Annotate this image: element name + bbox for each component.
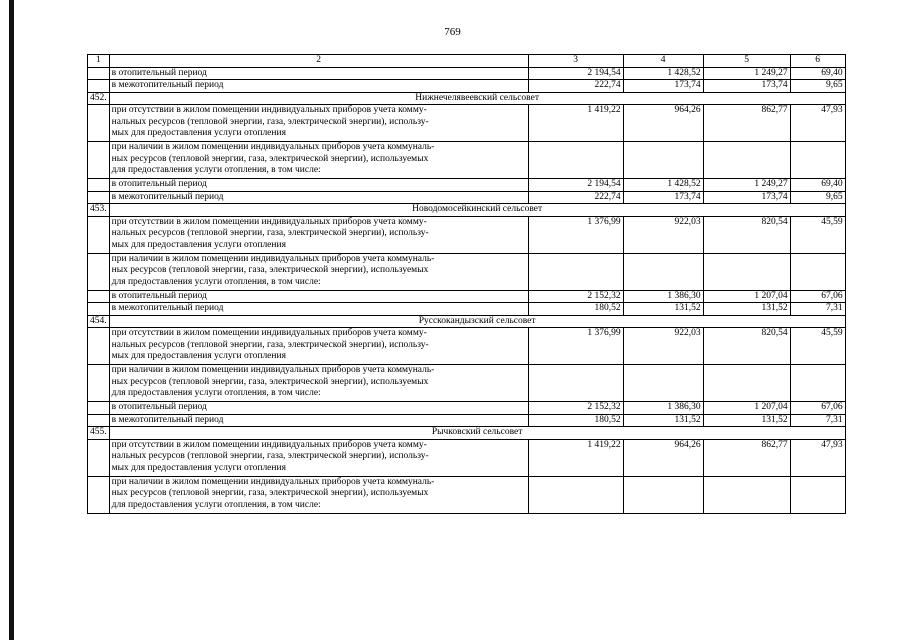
row-description (109, 402, 528, 415)
row-number-cell (88, 439, 110, 476)
description-line: при отсутствии в жилом помещении индивидуальных приборов учета комму- (111, 216, 427, 227)
table-row (88, 476, 846, 513)
description-line: при отсутствии в жилом помещении индивидуальных приборов учета комму- (111, 328, 427, 338)
value-col-3: 2 152,32 (528, 290, 623, 303)
value-col-4: 173,74 (623, 191, 703, 204)
value-col-5: 820,54 (703, 328, 790, 365)
description-line: ных ресурсов (тепловой энергии, газа, электрической энергии), используемых (111, 376, 429, 387)
value-col-6 (790, 142, 845, 179)
value-col-3 (528, 142, 623, 179)
table-row (88, 67, 846, 80)
value-col-6: 69,40 (790, 67, 845, 80)
value-col-3 (528, 365, 623, 402)
value-col-5 (703, 476, 790, 513)
value-col-6: 47,93 (790, 439, 845, 476)
description-line: при отсутствии в жилом помещении индивидуальных приборов учета комму- (111, 439, 427, 450)
description-line: в отопительный период (111, 179, 207, 189)
table-row (88, 253, 846, 290)
value-col-6: 9,65 (790, 80, 845, 93)
value-col-5 (703, 253, 790, 290)
value-col-6 (790, 476, 845, 513)
description-line: для предоставления услуги отопления, в том числе: (111, 388, 321, 398)
value-col-6 (790, 365, 845, 402)
region-title: Русскокандызский сельсовет (109, 315, 845, 328)
value-col-3: 180,52 (528, 414, 623, 427)
value-col-4: 964,26 (623, 105, 703, 142)
value-col-5: 131,52 (703, 303, 790, 316)
row-number-cell (88, 80, 110, 93)
value-col-3: 1 419,22 (528, 439, 623, 476)
row-description (109, 179, 528, 192)
value-col-6: 47,93 (790, 105, 845, 142)
value-col-3 (528, 253, 623, 290)
value-col-5: 1 249,27 (703, 67, 790, 80)
column-number-3: 3 (528, 55, 623, 68)
region-title: Новодомосейкинский сельсовет (109, 204, 845, 217)
row-description (109, 67, 528, 80)
description-line: мых для предоставления услуги отопления (111, 462, 286, 473)
value-col-6: 45,59 (790, 216, 845, 253)
value-col-4: 1 428,52 (623, 179, 703, 192)
value-col-5: 862,77 (703, 439, 790, 476)
value-col-5: 1 207,04 (703, 402, 790, 415)
table-row (88, 303, 846, 316)
value-col-6: 7,31 (790, 303, 845, 316)
table-row (88, 191, 846, 204)
value-col-5: 1 207,04 (703, 290, 790, 303)
region-row (88, 92, 846, 105)
value-col-6: 67,06 (790, 290, 845, 303)
value-col-4: 131,52 (623, 414, 703, 427)
row-description (109, 365, 528, 402)
row-description (109, 80, 528, 93)
value-col-4: 1 386,30 (623, 402, 703, 415)
value-col-4 (623, 253, 703, 290)
column-number-4: 4 (623, 55, 703, 68)
region-row (88, 204, 846, 217)
value-col-4: 922,03 (623, 328, 703, 365)
value-col-3: 1 419,22 (528, 105, 623, 142)
value-col-5: 173,74 (703, 191, 790, 204)
tariff-table (87, 54, 846, 514)
region-number: 454. (88, 315, 110, 328)
column-number-2: 2 (109, 55, 528, 68)
value-col-3: 2 152,32 (528, 402, 623, 415)
row-number-cell (88, 290, 110, 303)
description-line: мых для предоставления услуги отопления (111, 128, 286, 138)
row-number-cell (88, 365, 110, 402)
value-col-5: 1 249,27 (703, 179, 790, 192)
description-line: нальных ресурсов (тепловой энергии, газа, электрической энергии), использу- (111, 451, 429, 461)
row-description (109, 105, 528, 142)
row-description (109, 303, 528, 316)
value-col-5: 173,74 (703, 80, 790, 93)
region-row (88, 427, 846, 440)
table-row (88, 365, 846, 402)
value-col-3: 2 194,54 (528, 179, 623, 192)
row-description (109, 439, 528, 476)
row-description (109, 142, 528, 179)
column-number-5: 5 (703, 55, 790, 68)
value-col-6 (790, 253, 845, 290)
value-col-6: 9,65 (790, 191, 845, 204)
table-row (88, 216, 846, 253)
table-row (88, 328, 846, 365)
value-col-6: 67,06 (790, 402, 845, 415)
row-description (109, 253, 528, 290)
description-line: при наличии в жилом помещении индивидуальных приборов учета коммуналь- (111, 253, 435, 264)
column-number-1: 1 (88, 55, 110, 68)
value-col-3: 222,74 (528, 80, 623, 93)
value-col-5: 862,77 (703, 105, 790, 142)
description-line: в отопительный период (111, 67, 207, 78)
region-number: 455. (88, 427, 110, 440)
description-line: нальных ресурсов (тепловой энергии, газа, электрической энергии), использу- (111, 116, 429, 127)
row-number-cell (88, 216, 110, 253)
description-line: нальных ресурсов (тепловой энергии, газа, электрической энергии), использу- (111, 228, 429, 238)
column-number-6: 6 (790, 55, 845, 68)
value-col-5: 820,54 (703, 216, 790, 253)
value-col-4: 922,03 (623, 216, 703, 253)
row-number-cell (88, 328, 110, 365)
description-line: при наличии в жилом помещении индивидуальных приборов учета коммуналь- (111, 365, 435, 375)
value-col-3: 1 376,99 (528, 328, 623, 365)
value-col-6: 69,40 (790, 179, 845, 192)
page-number: 769 (444, 26, 461, 38)
row-number-cell (88, 414, 110, 427)
description-line: мых для предоставления услуги отопления (111, 351, 286, 361)
row-number-cell (88, 179, 110, 192)
description-line: ных ресурсов (тепловой энергии, газа, электрической энергии), используемых (111, 488, 429, 498)
region-number: 453. (88, 204, 110, 217)
region-title: Нижнечелявеевский сельсовет (109, 92, 845, 105)
value-col-4: 1 386,30 (623, 290, 703, 303)
row-number-cell (88, 191, 110, 204)
description-line: в отопительный период (111, 290, 207, 301)
description-line: в отопительный период (111, 402, 207, 412)
table-row (88, 105, 846, 142)
row-number-cell (88, 253, 110, 290)
table-body (88, 55, 846, 514)
row-number-cell (88, 142, 110, 179)
row-number-cell (88, 476, 110, 513)
value-col-4: 964,26 (623, 439, 703, 476)
value-col-3: 180,52 (528, 303, 623, 316)
value-col-4: 173,74 (623, 80, 703, 93)
row-description (109, 476, 528, 513)
description-line: при отсутствии в жилом помещении индивидуальных приборов учета комму- (111, 105, 427, 115)
column-number-row (88, 55, 846, 68)
value-col-3: 2 194,54 (528, 67, 623, 80)
value-col-4: 1 428,52 (623, 67, 703, 80)
description-line: ных ресурсов (тепловой энергии, газа, электрической энергии), используемых (111, 265, 429, 275)
description-line: мых для предоставления услуги отопления (111, 239, 286, 250)
description-line: при наличии в жилом помещении индивидуальных приборов учета коммуналь- (111, 142, 435, 152)
row-number-cell (88, 105, 110, 142)
description-line: для предоставления услуги отопления, в том числе: (111, 499, 321, 510)
description-line: при наличии в жилом помещении индивидуальных приборов учета коммуналь- (111, 476, 435, 487)
value-col-5 (703, 142, 790, 179)
table-row (88, 290, 846, 303)
description-line: для предоставления услуги отопления, в том числе: (111, 165, 321, 175)
value-col-5: 131,52 (703, 414, 790, 427)
value-col-6: 45,59 (790, 328, 845, 365)
description-line: в межотопительный период (111, 414, 224, 425)
value-col-4 (623, 476, 703, 513)
table-row (88, 142, 846, 179)
description-line: для предоставления услуги отопления, в том числе: (111, 276, 321, 287)
description-line: в межотопительный период (111, 303, 224, 313)
description-line: в межотопительный период (111, 191, 224, 202)
row-description (109, 216, 528, 253)
binding-edge-bar (9, 0, 14, 640)
value-col-4 (623, 365, 703, 402)
row-description (109, 191, 528, 204)
table-row (88, 80, 846, 93)
table-row (88, 439, 846, 476)
value-col-3 (528, 476, 623, 513)
row-number-cell (88, 402, 110, 415)
row-number-cell (88, 67, 110, 80)
description-line: ных ресурсов (тепловой энергии, газа, электрической энергии), используемых (111, 153, 429, 164)
value-col-5 (703, 365, 790, 402)
table-row (88, 414, 846, 427)
row-number-cell (88, 303, 110, 316)
description-line: нальных ресурсов (тепловой энергии, газа, электрической энергии), использу- (111, 339, 429, 350)
value-col-6: 7,31 (790, 414, 845, 427)
value-col-3: 1 376,99 (528, 216, 623, 253)
row-description (109, 414, 528, 427)
description-line: в межотопительный период (111, 80, 224, 90)
region-title: Рычковский сельсовет (109, 427, 845, 440)
row-description (109, 290, 528, 303)
table-row (88, 402, 846, 415)
value-col-3: 222,74 (528, 191, 623, 204)
value-col-4 (623, 142, 703, 179)
region-row (88, 315, 846, 328)
table-row (88, 179, 846, 192)
row-description (109, 328, 528, 365)
region-number: 452. (88, 92, 110, 105)
value-col-4: 131,52 (623, 303, 703, 316)
